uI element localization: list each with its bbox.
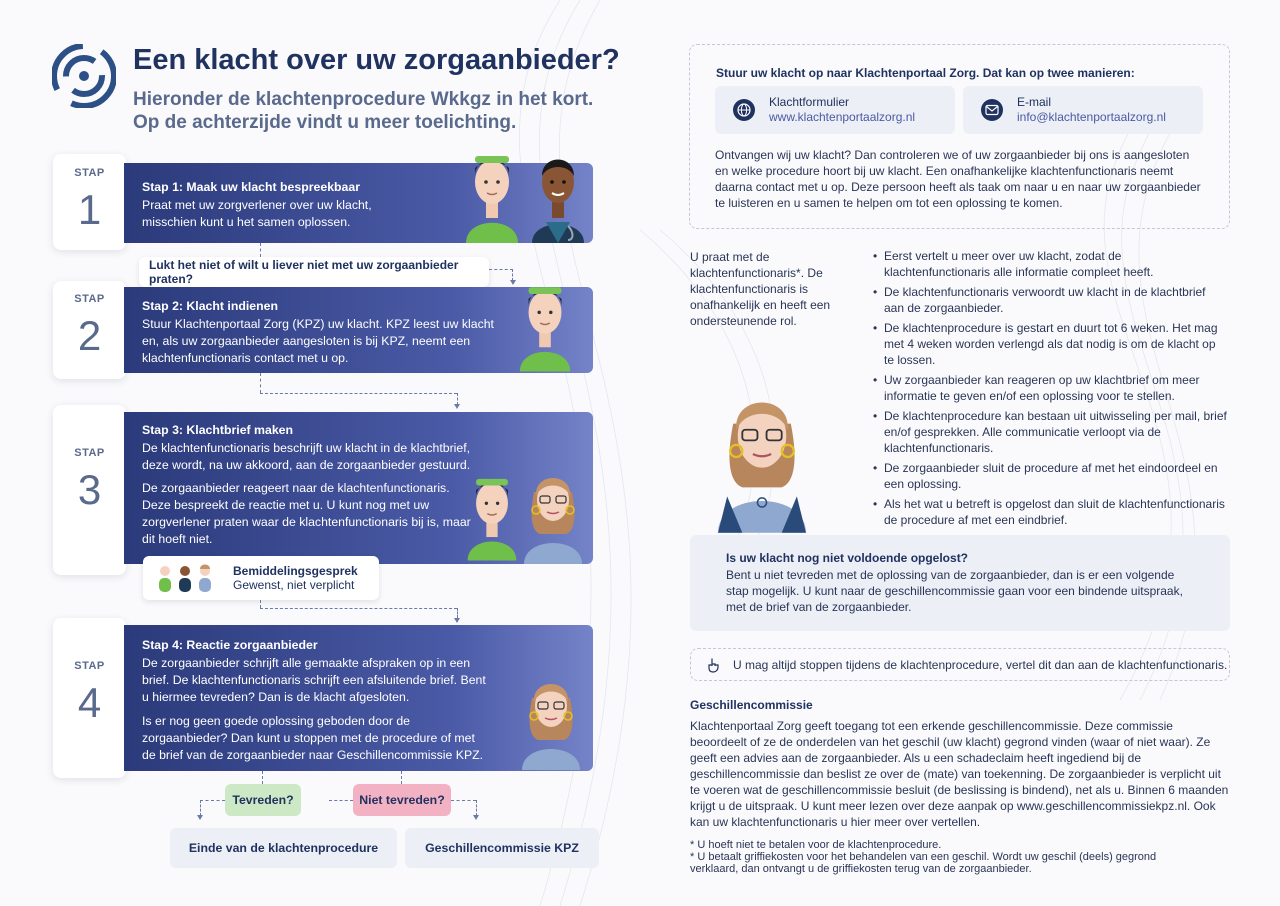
arrow-down-icon [454, 618, 460, 623]
contact-form-label: Klachtformulier [769, 95, 850, 109]
connector-line [451, 800, 476, 801]
bullet-item: • De klachtenprocedure is gestart en duurt tot 6 weken. Het mag met 4 weken worden verlengd als dat nodig is om de klacht op te lossen. [873, 320, 1228, 368]
footnotes [690, 839, 1160, 875]
step-heading: Stap 4: Reactie zorgaanbieder [142, 638, 318, 652]
stap-label: STAP [74, 447, 105, 459]
bullet-item: • De klachtenfunctionaris verwoordt uw klacht in de klachtbrief aan de zorgaanbieder. [873, 284, 1228, 316]
connector-line [489, 269, 513, 270]
connector-line [401, 771, 402, 784]
connector-line [200, 800, 201, 816]
einde-procedure-box: Einde van de klachtenprocedure [170, 828, 397, 868]
connector-line [260, 243, 261, 257]
bullet-item: • Als het wat u betreft is opgelost dan sluit de klachtenfunctionaris de procedure af met een eindbrief. [873, 496, 1228, 528]
stap-card-4 [53, 618, 126, 778]
complaints-officer-avatar [520, 462, 586, 564]
arrow-down-icon [454, 404, 460, 409]
arrow-down-icon [197, 815, 203, 820]
step-text: De klachtenfunctionaris beschrijft uw klacht in de klachtbrief, deze wordt, na uw akkoord, aan de zorgaanbieder gestuurd. [142, 441, 471, 472]
envelope-icon [981, 99, 1003, 121]
mediation-people-icon [155, 563, 217, 593]
kpz-logo [52, 44, 116, 108]
connector-line [260, 600, 261, 608]
connector-line [260, 393, 457, 394]
connector-line [260, 373, 261, 393]
unresolved-box [690, 535, 1230, 631]
stap-number: 4 [77, 679, 102, 726]
contact-heading: Stuur uw klacht op naar Klachtenportaal Zorg. Dat kan op twee manieren: [716, 66, 1135, 80]
caregiver-avatar-green [460, 146, 524, 243]
globe-icon [733, 99, 755, 121]
step-text-2: Is er nog geen goede oplossing geboden door de zorgaanbieder? Dan kunt u stoppen met de procedure of met de brief van de zorgaanbieder naar Geschillencommissie KPZ. [142, 714, 484, 762]
bullet-item: • De klachtenprocedure kan bestaan uit uitwisseling per mail, brief en/of gesprekken. Alle communicatie verloopt via de klachtenfunctionaris. [873, 408, 1228, 456]
stap-card-1 [53, 154, 126, 250]
geschil-heading: Geschillencommissie [690, 698, 813, 712]
contact-form-text [769, 95, 915, 125]
mediation-title: Bemiddelingsgesprek [233, 564, 358, 578]
complaints-officer-avatar [518, 668, 584, 770]
contact-email-link[interactable]: info@klachtenportaalzorg.nl [1017, 110, 1166, 124]
bullet-item: • De zorgaanbieder sluit de procedure af met het eindoordeel en een oplossing. [873, 460, 1228, 492]
hand-pointer-icon [707, 657, 721, 673]
contact-email-text [1017, 95, 1166, 125]
geschil-text: Klachtenportaal Zorg geeft toegang tot een erkende geschillencommissie. Deze commissie beoordeelt of ze de onderdelen van het geschil (uw klacht) gegrond vinden (waar of niet waar). Ze geeft een advies aan de zorgaanbieder. Als u een schadeclaim heeft ingediend bij de geschillencommissie dan beslist ze over de (mate) van toekenning. De zorgaanbieder is verplicht uit te voeren wat de geschillencommissie besluit (de beslissing is bindend), net als u. Binnen 6 maanden krijgt u de uitspraak. U kunt meer lezen over deze aanpak op www.geschillencommissiekpz.nl. Ook kan uw klachtenfunctionaris u hier meer over vertellen. [690, 719, 1229, 829]
arrow-down-icon [473, 815, 479, 820]
step-text-2: De zorgaanbieder reageert naar de klachtenfunctionaris. Deze bespreekt de reactie met u. U kunt nog met uw zorgverlener praten waar de klachtenfunctionaris bij is, maar dit hoeft niet. [142, 481, 471, 546]
caregiver-avatar-green [514, 276, 576, 373]
step-heading: Stap 1: Maak uw klacht bespreekbaar [142, 180, 361, 194]
geschillencommissie-box: Geschillencommissie KPZ [405, 828, 599, 868]
unresolved-text: Bent u niet tevreden met de oplossing van de zorgaanbieder, dan is er een volgende stap mogelijk. U kunt naar de geschillencommissie gaan voor een bindende uitspraak, met de brief van de zorgaanbieder. [726, 568, 1183, 614]
tevreden-chip: Tevreden? [225, 784, 301, 816]
contact-body: Ontvangen wij uw klacht? Dan controleren we of uw zorgaanbieder bij ons is aangesloten en welke procedure hoort bij uw klacht. Een onafhankelijke klachtenfunctionaris neemt daarna contact met u op. Deze persoon heeft als taak om naar u en naar uw zorgaanbieder te luisteren en u samen te helpen om tot een oplossing te komen. [715, 148, 1201, 210]
bullet-item: • Uw zorgaanbieder kan reageren op uw klachtbrief om meer informatie te geven en/of een oplossing voor te stellen. [873, 372, 1228, 404]
niet-tevreden-chip: Niet tevreden? [353, 784, 451, 816]
stap-number: 1 [77, 186, 102, 233]
stap-label: STAP [74, 167, 105, 179]
connector-line [329, 800, 353, 801]
connector-line [457, 608, 458, 618]
stop-note: U mag altijd stoppen tijdens de klachtenprocedure, vertel dit dan aan de klachtenfunctionaris. [733, 657, 1228, 672]
caregiver-avatar-green [462, 466, 522, 564]
step-heading: Stap 2: Klacht indienen [142, 299, 278, 313]
subtitle-line-1: Hieronder de klachtenprocedure Wkkgz in het kort. [133, 89, 594, 110]
stop-note-box [690, 648, 1230, 681]
step-text: Stuur Klachtenportaal Zorg (KPZ) uw klacht. KPZ leest uw klacht en, als uw zorgaanbieder aangesloten is bij KPZ, neemt een klachtenfunctionaris contact met u op. [142, 317, 494, 365]
step-text: Praat met uw zorgverlener over uw klacht, misschien kunt u het samen oplossen. [142, 198, 372, 229]
contact-form-card[interactable] [715, 86, 955, 134]
complaints-officer-portrait [712, 378, 812, 533]
connector-pill: Lukt het niet of wilt u liever niet met uw zorgaanbieder praten? [139, 257, 489, 287]
footnote: * U hoeft niet te betalen voor de klachtenprocedure. [690, 839, 942, 851]
stap-label: STAP [74, 660, 105, 672]
footnote: * U betaalt griffiekosten voor het behandelen van een geschil. Wordt uw geschil (deels) gegrond verklaard, dan ontvangt u de griffiekosten terug van de zorgaanbieder. [690, 851, 1157, 875]
side-note: U praat met de klachtenfunctionaris*. De klachtenfunctionaris is onafhankelijk en heeft een ondersteunende rol. [690, 250, 831, 328]
contact-form-link[interactable]: www.klachtenportaalzorg.nl [769, 110, 916, 124]
subtitle-line-2: Op de achterzijde vindt u meer toelichting. [133, 112, 517, 133]
connector-line [262, 771, 263, 784]
connector-line [200, 800, 225, 801]
stap-label: STAP [74, 293, 105, 305]
connector-line [476, 800, 477, 816]
mediation-card [143, 556, 379, 600]
stap-number: 2 [77, 312, 102, 359]
contact-email-label: E-mail [1017, 95, 1052, 109]
stap-card-2 [53, 281, 126, 379]
doctor-avatar [528, 148, 588, 243]
bullet-item: • Eerst vertelt u meer over uw klacht, zodat de klachtenfunctionaris alle informatie compleet heeft. [873, 248, 1228, 280]
step-text: De zorgaanbieder schrijft alle gemaakte afspraken op in een brief. De klachtenfunctionaris schrijft een afsluitende brief. Bent u hiermee tevreden? Dan is de klacht afgesloten. [142, 656, 486, 704]
process-bullet-list [873, 248, 1228, 532]
connector-line [260, 608, 457, 609]
stap-card-3 [53, 405, 126, 575]
page-title: Een klacht over uw zorgaanbieder? [133, 44, 620, 76]
unresolved-heading: Is uw klacht nog niet voldoende opgelost? [726, 551, 969, 565]
page-subtitle [133, 88, 613, 134]
mediation-sub: Gewenst, niet verplicht [233, 578, 355, 592]
contact-email-card[interactable] [963, 86, 1203, 134]
stap-number: 3 [77, 466, 102, 513]
mediation-text [233, 564, 358, 592]
step-heading: Stap 3: Klachtbrief maken [142, 423, 294, 437]
